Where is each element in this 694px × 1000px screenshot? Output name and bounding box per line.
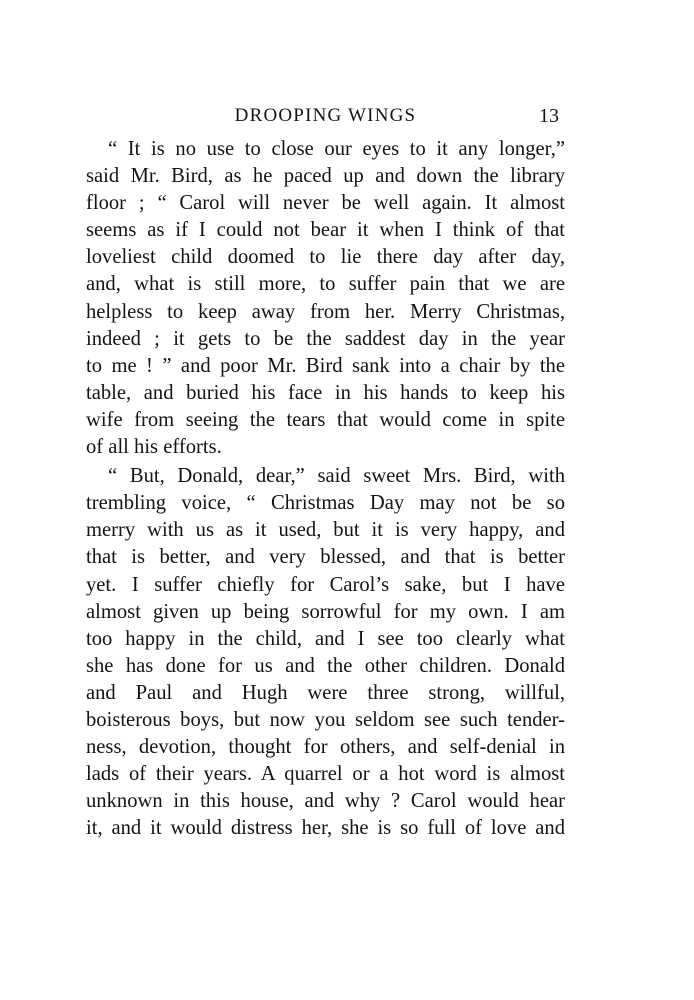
text-line: seems as if I could not bear it when I think of that bbox=[86, 219, 565, 242]
text-line: it, and it would distress her, she is so full of love and bbox=[86, 817, 565, 840]
text-line: merry with us as it used, but it is very happy, and bbox=[86, 519, 565, 542]
text-line: wife from seeing the tears that would come in spite bbox=[86, 408, 565, 431]
text-line: almost given up being sorrowful for my own. I am bbox=[86, 600, 565, 623]
text-line: she has done for us and the other children. Donald bbox=[86, 654, 565, 677]
text-line: ness, devotion, thought for others, and self-denial in bbox=[86, 736, 565, 759]
text-line: yet. I suffer chiefly for Carol’s sake, but I have bbox=[86, 573, 565, 596]
running-title: DROOPING WINGS bbox=[234, 105, 417, 126]
text-line: indeed ; it gets to be the saddest day in the year bbox=[86, 327, 565, 350]
page-number: 13 bbox=[539, 105, 559, 127]
text-line: trembling voice, “ Christmas Day may not be so bbox=[86, 492, 565, 515]
text-line: and Paul and Hugh were three strong, willful, bbox=[86, 681, 565, 704]
text-line: to me ! ” and poor Mr. Bird sank into a chair by the bbox=[86, 354, 565, 377]
text-line: table, and buried his face in his hands to keep his bbox=[86, 381, 565, 404]
text-line: floor ; “ Carol will never be well again. It almost bbox=[86, 192, 565, 215]
body-text bbox=[86, 136, 565, 842]
text-line: too happy in the child, and I see too clearly what bbox=[86, 627, 565, 650]
text-line: helpless to keep away from her. Merry Christmas, bbox=[86, 300, 565, 323]
text-line: lads of their years. A quarrel or a hot word is almost bbox=[86, 763, 565, 786]
text-line: of all his efforts. bbox=[86, 436, 222, 459]
text-line: said Mr. Bird, as he paced up and down the library bbox=[86, 165, 565, 188]
text-line: “ But, Donald, dear,” said sweet Mrs. Bird, with bbox=[108, 465, 565, 488]
text-line: unknown in this house, and why ? Carol would hear bbox=[86, 790, 565, 813]
text-line: loveliest child doomed to lie there day after day, bbox=[86, 246, 565, 269]
text-line: “ It is no use to close our eyes to it any longer,” bbox=[108, 138, 565, 160]
text-line: and, what is still more, to suffer pain that we are bbox=[86, 273, 565, 296]
running-header bbox=[86, 101, 565, 131]
text-line: that is better, and very blessed, and that is better bbox=[86, 546, 565, 569]
text-line: boisterous boys, but now you seldom see such tender- bbox=[86, 708, 565, 731]
